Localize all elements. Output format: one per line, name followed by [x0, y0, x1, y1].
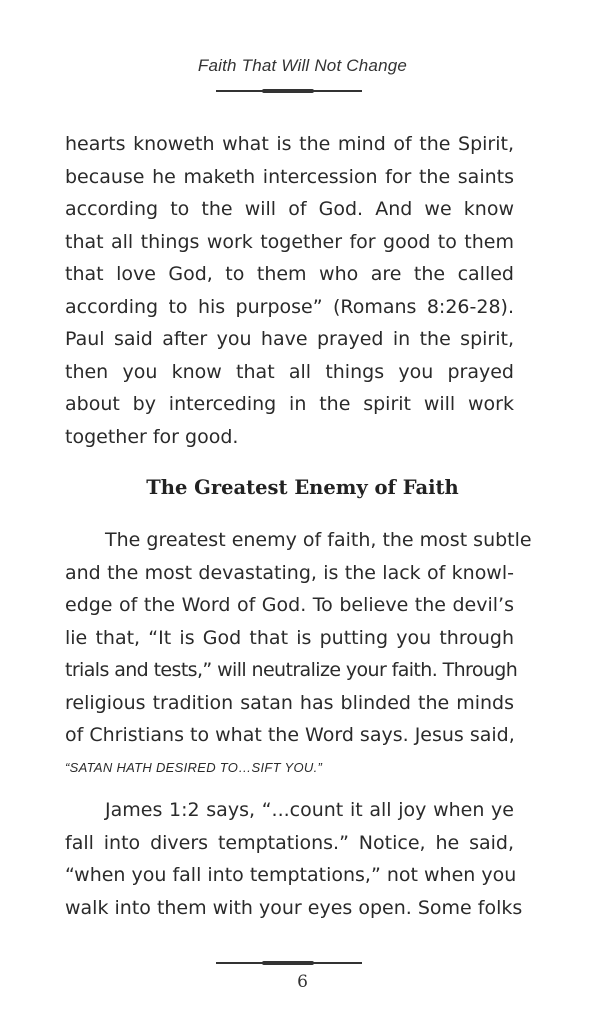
- text-line: trials and tests,” will neutralize your faith. Through: [65, 659, 518, 681]
- text-line: hearts knoweth what is the mind of the Spirit,: [65, 133, 514, 155]
- page-number: 6: [297, 972, 308, 992]
- text-line: because he maketh intercession for the saints: [65, 165, 514, 188]
- paragraph-2: [65, 524, 532, 784]
- header-rule-ornament: [262, 89, 314, 93]
- running-header: Faith That Will Not Change: [197, 56, 408, 75]
- text-line: edge of the Word of God. To believe the devil’s: [65, 594, 514, 616]
- text-line: “when you fall into temptations,” not when you: [65, 864, 517, 886]
- text-line: walk into them with your eyes open. Some folks: [65, 896, 523, 919]
- text-line: according to the will of God. And we know: [65, 198, 514, 220]
- footer-rule-ornament: [262, 961, 314, 965]
- text-line: about by interceding in the spirit will work: [65, 393, 514, 415]
- text-line: then you know that all things you prayed: [65, 360, 514, 383]
- text-line: James 1:2 says, “...count it all joy when ye: [105, 799, 514, 821]
- text-line: The greatest enemy of faith, the most subtle: [105, 529, 532, 551]
- text-line: religious tradition satan has blinded the minds: [65, 691, 514, 714]
- text-line: Paul said after you have prayed in the spirit,: [65, 328, 514, 350]
- text-line: according to his purpose” (Romans 8:26-28).: [65, 295, 514, 318]
- text-line: and the most devastating, is the lack of knowl-: [65, 561, 514, 584]
- text-line: lie that, “It is God that is putting you through: [65, 626, 514, 649]
- text-line: of Christians to what the Word says. Jesus said,: [65, 724, 515, 746]
- text-line: fall into divers temptations.” Notice, he said,: [65, 831, 514, 854]
- section-heading: The Greatest Enemy of Faith: [146, 476, 459, 499]
- paragraph-1: [65, 128, 514, 453]
- text-line: that love God, to them who are the called: [65, 263, 514, 285]
- text-line: that all things work together for good to them: [65, 230, 514, 253]
- text-line: together for good.: [65, 425, 239, 448]
- quoted-scripture: “SATAN HATH DESIRED TO…SIFT YOU.”: [65, 759, 323, 775]
- paragraph-3: [65, 794, 523, 924]
